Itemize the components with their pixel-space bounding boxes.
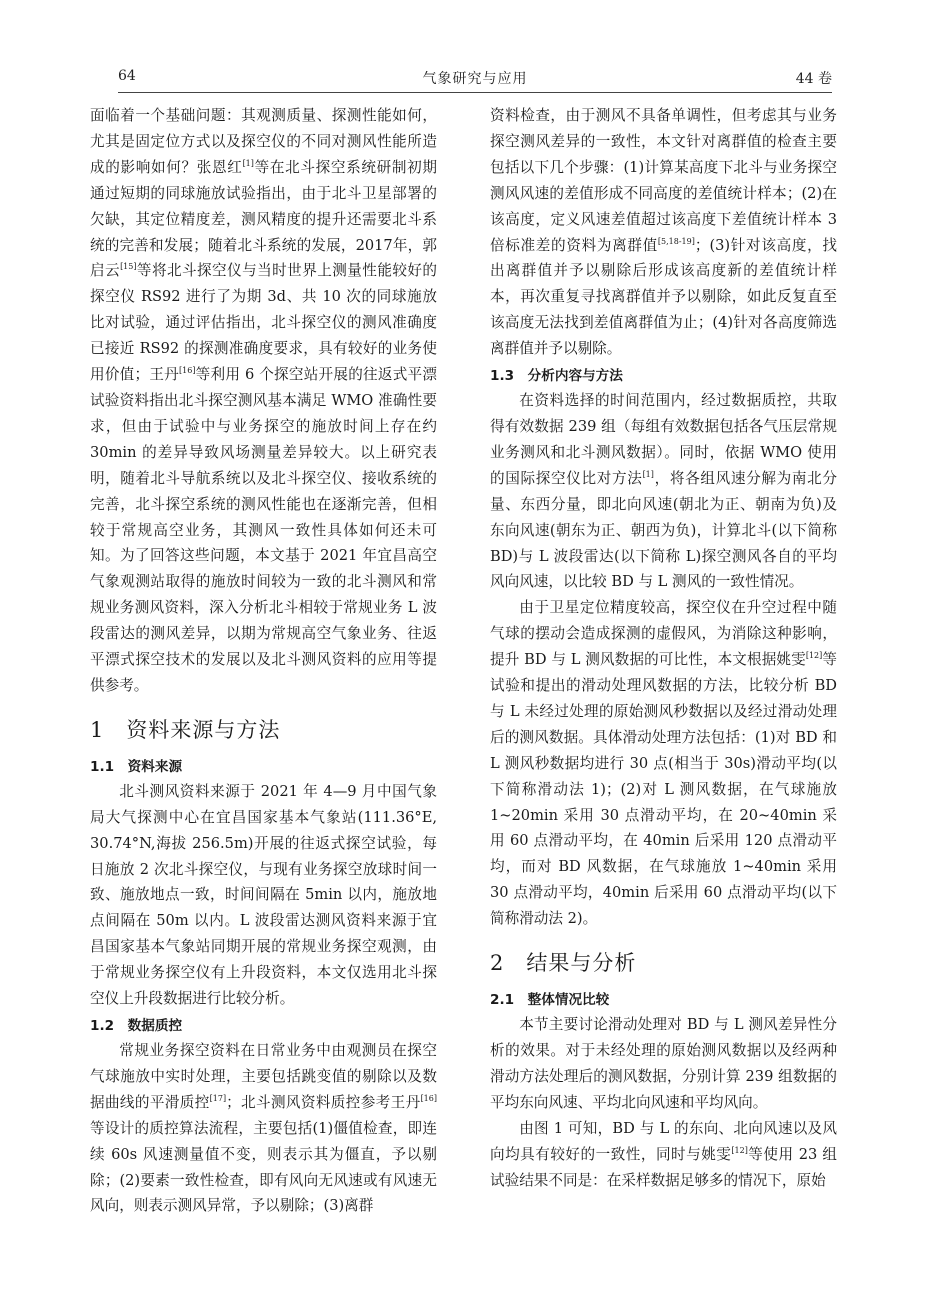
section-2-heading: 2 结果与分析 (490, 951, 637, 976)
figure-1-discussion-paragraph: 由图 1 可知，BD 与 L 的东向、北向风速以及风向均具有较好的一致性，同时与姚雯[12]等使用 23 组试验结果不同是：在采样数据足够多的情况下，原始 (490, 1119, 837, 1189)
outlier-check-paragraph: 资料检查，由于测风不具备单调性，但考虑其与业务探空测风差异的一致性，本文针对离群值的检查主要包括以下几个步骤：(1)计算某高度下北斗与业务探空测风风速的差值形成不同高度的差值统计样本；(2)在该高度，定义风速差值超过该高度下差值统计样本 3 倍标准差的资料为离群值[5,18-19]；(3)针对该高度，找出离群值并予以剔除后形成该高度新的差值统计样本，再次重复寻找离群值并予以剔除，如此反复直至该高度无法找到差值离群值为止；(4)针对各高度筛选离群值并予以剔除。 (490, 107, 837, 358)
citation[interactable]: [16] (179, 366, 196, 376)
citation[interactable]: [17] (209, 1093, 227, 1103)
section-1-heading: 1 资料来源与方法 (90, 717, 281, 742)
quality-control-paragraph: 常规业务探空资料在日常业务中由观测员在探空气球施放中实时处理，主要包括跳变值的剔除以及数据曲线的平滑质控[17]；北斗测风资料质控参考王丹[16]等设计的质控算法流程，主要包括(1)僵值检查，即连续 60s 风速测量值不变，则表示其为僵直，予以剔除；(2)要素一致性检查，即有风向无风速或有风速无风向，则表示测风异常，予以剔除；(3)离群 (90, 1042, 437, 1215)
journal-title: 气象研究与应用 (422, 71, 528, 87)
section-2-1-heading: 2.1 整体情况比较 (490, 992, 610, 1009)
citation[interactable]: [1] (642, 469, 654, 479)
smoothing-method-paragraph: 由于卫星定位精度较高，探空仪在升空过程中随气球的摆动会造成探测的虚假风，为消除这种影响，提升 BD 与 L 测风数据的可比性，本文根据姚雯[12]等试验和提出的滑动处理风数据的方法，比较分析 BD 与 L 未经过处理的原始测风秒数据以及经过滑动处理后的测风数据。具体滑动处理方法包括：(1)对 BD 和 L 测风秒数据均进行 30 点(相当于 30s)滑动平均(以下简称滑动法 1)；(2)对 L 测风数据，在气球施放 1~20min 采用 30 点滑动平均，在 20~40min 采用 60 点滑动平均，在 40min 后采用 120 点滑动平均，而对 BD 风数据，在气球施放 1~40min 采用 30 点滑动平均，40min 后采用 60 点滑动平均(以下简称滑动法 2)。 (490, 599, 837, 928)
citation[interactable]: [12] (805, 651, 823, 661)
right-column (490, 103, 837, 1193)
section-1-3-heading: 1.3 分析内容与方法 (490, 368, 623, 385)
running-header (118, 68, 832, 90)
citation[interactable]: [1] (242, 158, 254, 168)
analysis-method-paragraph: 在资料选择的时间范围内，经过数据质控，共取得有效数据 239 组（每组有效数据包括各气压层常规业务测风和北斗测风数据）。同时，依据 WMO 使用的国际探空仪比对方法[1]，将各组风速分解为南北分量、东西分量，即北向风速(朝北为正、朝南为负)及东向风速(朝东为正、朝西为负)，计算北斗(以下简称 BD)与 L 波段雷达(以下简称 L)探空测风各自的平均风向风速，以比较 BD 与 L 测风的一致性情况。 (490, 392, 837, 591)
overall-comparison-paragraph: 本节主要讨论滑动处理对 BD 与 L 测风差异性分析的效果。对于未经处理的原始测风数据以及经两种滑动方法处理后的测风数据，分别计算 239 组数据的平均东向风速、平均北向风速和平均风向。 (490, 1016, 837, 1111)
header-rule (118, 92, 832, 93)
citation[interactable]: [12] (731, 1145, 748, 1155)
volume-label: 44 卷 (795, 71, 832, 87)
section-1-1-heading: 1.1 资料来源 (90, 758, 183, 775)
left-column (90, 103, 437, 1219)
citation[interactable]: [15] (120, 262, 137, 272)
section-1-2-heading: 1.2 数据质控 (90, 1018, 183, 1034)
citation[interactable]: [5,18-19] (657, 236, 695, 246)
data-source-paragraph: 北斗测风资料来源于 2021 年 4—9 月中国气象局大气探测中心在宜昌国家基本气象站(111.36°E, 30.74°N,海拔 256.5m)开展的往返式探空试验，每日施放 2 次北斗探空仪，与现有业务探空放球时间一致、施放地点一致，时间间隔在 5min 以内，施放地点间隔在 50m 以内。L 波段雷达测风资料来源于宜昌国家基本气象站同期开展的常规业务探空观测，由于常规业务探空仪有上升段资料，本文仅选用北斗探空仪上升段数据进行比较分析。 (90, 782, 437, 1008)
page-number: 64 (118, 68, 136, 84)
intro-paragraph-continued: 面临着一个基础问题：其观测质量、探测性能如何，尤其是固定位方式以及探空仪的不同对测风性能所造成的影响如何？张恩红[1]等在北斗探空系统研制初期通过短期的同球施放试验指出，由于北斗卫星部署的欠缺，其定位精度差，测风精度的提升还需要北斗系统的完善和发展；随着北斗系统的发展，2017年，郭启云[15]等将北斗探空仪与当时世界上测量性能较好的探空仪 RS92 进行了为期 3d、共 10 次的同球施放比对试验，通过评估指出，北斗探空仪的测风准确度已接近 RS92 的探测准确度要求，具有较好的业务使用价值；王丹[16]等利用 6 个探空站开展的往返式平漂试验资料指出北斗探空测风基本满足 WMO 准确性要求，但由于试验中与业务探空的施放时间上存在约 30min 的差异导致风场测量差异较大。以上研究表明，随着北斗导航系统以及北斗探空仪、接收系统的完善，北斗探空系统的测风性能也在逐渐完善，但相较于常规高空业务，其测风一致性具体如何还未可知。为了回答这些问题，本文基于 2021 年宜昌高空气象观测站取得的施放时间较为一致的北斗测风和常规业务测风资料，深入分析北斗相较于常规业务 L 波段雷达的测风差异，以期为常规高空气象业务、往返平漂式探空技术的发展以及北斗测风资料的应用等提供参考。 (90, 107, 437, 694)
citation[interactable]: [16] (420, 1093, 437, 1103)
